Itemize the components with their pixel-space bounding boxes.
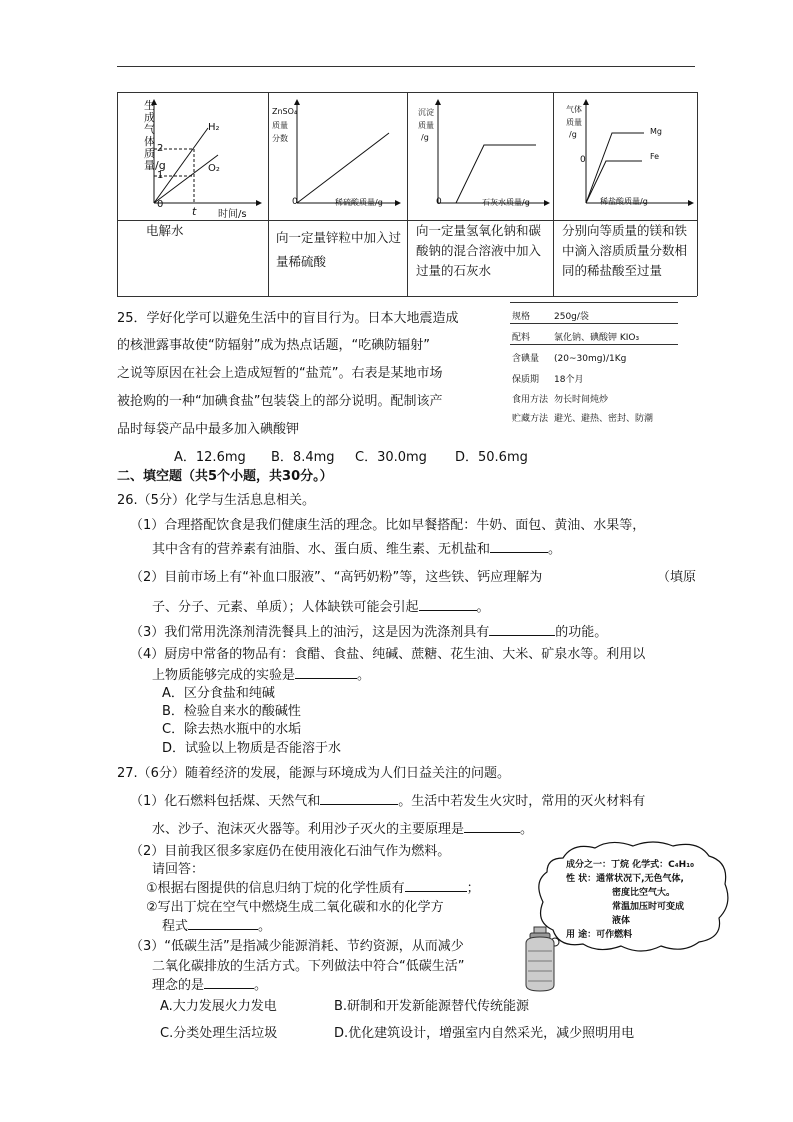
q26-s1end: 。 [548, 542, 562, 557]
q26-opt-c: C．除去热水瓶中的水垢 [162, 722, 302, 737]
q27-s2i-line [146, 877, 480, 896]
g1-o2: O₂ [208, 163, 220, 174]
salt-key: 食用方法 [512, 395, 549, 405]
q27-s3end: 。 [254, 978, 268, 993]
q27-s2ii2end: 。 [258, 919, 272, 934]
gas-cylinder-image [520, 925, 560, 993]
q26-s1a: （1）合理搭配饮食是我们健康生活的理念。比如早餐搭配：牛奶、面包、黄油、水果等， [130, 518, 646, 533]
salt-key: 规格 [512, 312, 531, 322]
g2-ylabel2: 质量 [272, 121, 288, 130]
q27-s1a-line [130, 790, 645, 809]
q25-line3: 之说等原因在社会上造成短暂的“盐荒”。右表是某地市场 [117, 366, 443, 381]
q27-opt-a: A.大力发展火力发电 [160, 999, 277, 1014]
g4-ylabel2: 质量 [566, 118, 582, 127]
g3-caption: 向一定量氢氧化钠和碳酸钠的混合溶液中加入过量的石灰水 [416, 223, 542, 278]
q27-s1end: 。 [520, 822, 534, 837]
answer-blank[interactable] [320, 792, 398, 805]
q27-s1b: 水、沙子、泡沫灭火器等。利用沙子灭火的主要原理是 [152, 822, 465, 837]
q27-opt-c: C.分类处理生活垃圾 [160, 1026, 278, 1041]
q27-s2q: 请回答： [152, 862, 205, 877]
salt-value: (20~30mg)/1Kg [554, 354, 627, 364]
bubble-l2: 性 状：通常状况下,无色气体, [566, 874, 684, 884]
q26-s2b: 子、分子、元素、单质）；人体缺铁可能会引起 [152, 600, 419, 615]
salt-key: 贮藏方法 [512, 414, 549, 424]
salt-value: 18个月 [554, 375, 584, 385]
q26-s3-line [130, 621, 607, 640]
g1-ylabel: 生成气体质量/g [144, 99, 166, 172]
q26-s3end: 的功能。 [555, 625, 608, 640]
salt-value: 250g/袋 [554, 312, 589, 322]
q27-s2iend: ； [466, 881, 480, 896]
q27-s2ii2: 程式 [162, 919, 189, 934]
g1-y2: 2 [157, 143, 164, 154]
q27-opt-b: B.研制和开发新能源替代传统能源 [334, 999, 530, 1014]
salt-key: 配料 [512, 333, 531, 343]
q27-s3c: 理念的是 [152, 978, 205, 993]
q26-s2a: （2）目前市场上有“补血口服液”、“高钙奶粉”等，这些铁、钙应理解为 [130, 570, 543, 585]
q26-s4a: （4）厨房中常备的物品有：食醋、食盐、纯碱、蔗糖、花生油、大米、矿泉水等。利用以 [130, 647, 646, 662]
q25-line2: 的核泄露事故使“防辐射”成为热点话题，“吃碘防辐射” [117, 338, 430, 353]
section-title: 二、填空题（共5个小题，共30分。） [117, 469, 333, 484]
g4-xlabel: 稀盐酸质量/g [600, 197, 648, 206]
q26-opt-b: B．检验自来水的酸碱性 [162, 704, 301, 719]
salt-value: 避光、避热、密封、防潮 [554, 414, 654, 424]
answer-blank[interactable] [188, 917, 258, 930]
answer-blank[interactable] [489, 623, 555, 636]
q26-s2paren: （填原 [657, 570, 697, 585]
g3-ylabel2: 质量 [418, 121, 434, 130]
q25-line4: 被抢购的一种“加碘食盐”包装袋上的部分说明。配制该产 [117, 394, 443, 409]
answer-blank[interactable] [204, 976, 254, 989]
g2-ylabel3: 分数 [272, 134, 288, 143]
g3-ylabel3: /g [421, 133, 429, 142]
q26-s4b: 上物质能够完成的实验是 [152, 668, 296, 683]
salt-key: 含碘量 [512, 354, 540, 364]
g4-ylabel3: /g [569, 130, 577, 139]
g2-caption: 向一定量锌粒中加入过量稀硫酸 [276, 230, 402, 269]
salt-value: 勿长时间炖炒 [554, 395, 609, 405]
q26-s3: （3）我们常用洗涤剂清洗餐具上的油污，这是因为洗涤剂具有 [130, 625, 490, 640]
g4-mg: Mg [650, 127, 662, 136]
q27-s3b: 二氧化碳排放的生活方式。下列做法中符合“低碳生活” [152, 959, 465, 974]
g4-caption: 分别向等质量的镁和铁中滴入溶质质量分数相同的稀盐酸至过量 [562, 223, 688, 278]
g1-xlabel: 时间/s [218, 209, 247, 220]
graph-electrolysis [118, 93, 268, 220]
g2-xlabel: 稀硫酸质量/g [335, 198, 383, 207]
q27-s3c-line [152, 974, 267, 993]
q25-line5: 品时每袋产品中最多加入碘酸钾 [117, 422, 300, 437]
g2-origin: 0 [292, 197, 298, 207]
q26-s1b-line [152, 538, 561, 557]
answer-blank[interactable] [464, 820, 520, 833]
answer-blank[interactable] [405, 879, 467, 892]
q25-option-b: B．8.4mg [271, 450, 335, 465]
q27-s1b-line [152, 818, 533, 837]
q26-s4b-line [152, 664, 370, 683]
g4-ylabel1: 气体 [566, 105, 582, 114]
q27-s3a: （3）“低碳生活”是指减少能源消耗、节约资源，从而减少 [130, 939, 464, 954]
g1-origin: 0 [157, 199, 164, 210]
g3-xlabel: 石灰水质量/g [482, 198, 530, 207]
g3-origin: 0 [436, 197, 442, 207]
q26-s1b: 其中含有的营养素有油脂、水、蛋白质、维生素、无机盐和 [152, 542, 491, 557]
answer-blank[interactable] [490, 540, 548, 553]
q27-s2: （2）目前我区很多家庭仍在使用液化石油气作为燃料。 [130, 844, 451, 859]
answer-blank[interactable] [419, 598, 477, 611]
g4-origin: 0 [580, 155, 586, 165]
salt-key: 保质期 [512, 375, 540, 385]
q26-s4end: 。 [357, 668, 371, 683]
g4-fe: Fe [650, 152, 660, 161]
q26-s2b-line [152, 596, 490, 615]
bubble-l1: 成分之一：丁烷 化学式：C₄H₁₀ [566, 860, 695, 870]
bubble-l3: 密度比空气大。 [612, 888, 676, 898]
answer-blank[interactable] [295, 666, 357, 679]
q26-s2end: 。 [476, 600, 490, 615]
q25-line1: 25．学好化学可以避免生活中的盲目行为。日本大地震造成 [117, 311, 459, 326]
q27-s2i: ①根据右图提供的信息归纳丁烷的化学性质有 [146, 881, 405, 896]
q25-option-c: C．30.0mg [355, 450, 427, 465]
q27-s2ii: ②写出丁烷在空气中燃烧生成二氧化碳和水的化学方 [146, 900, 444, 915]
q27-s1a2: 。生活中若发生火灾时，常用的灭火材料有 [398, 794, 646, 809]
bubble-l4: 常温加压时可变成 [612, 902, 685, 912]
q25-option-d: D．50.6mg [455, 450, 528, 465]
g2-ylabel1: ZnSO₄ [272, 107, 298, 116]
q26-title: 26.（5分）化学与生活息息相关。 [117, 493, 315, 508]
g1-y1: 1 [157, 170, 164, 181]
g3-ylabel1: 沉淀 [418, 108, 434, 117]
header-rule [117, 66, 695, 67]
q26-opt-a: A．区分食盐和纯碱 [162, 686, 275, 701]
q27-s1a: （1）化石燃料包括煤、天然气和 [130, 794, 321, 809]
q27-title: 27.（6分）随着经济的发展，能源与环境成为人们日益关注的问题。 [117, 766, 510, 781]
g1-caption: 电解水 [146, 223, 184, 238]
q27-opt-d: D.优化建筑设计，增强室内自然采光，减少照明用电 [334, 1026, 635, 1041]
g1-t: t [192, 205, 197, 218]
bubble-l5: 液体 [612, 916, 631, 926]
g1-h2: H₂ [208, 122, 220, 133]
q25-option-a: A．12.6mg [174, 450, 246, 465]
q26-opt-d: D．试验以上物质是否能溶于水 [162, 741, 342, 756]
q27-s2ii2-line [162, 915, 271, 934]
bubble-l6: 用 途：可作燃料 [566, 930, 633, 940]
salt-value: 氯化钠、碘酸钾 KIO₃ [554, 333, 640, 343]
